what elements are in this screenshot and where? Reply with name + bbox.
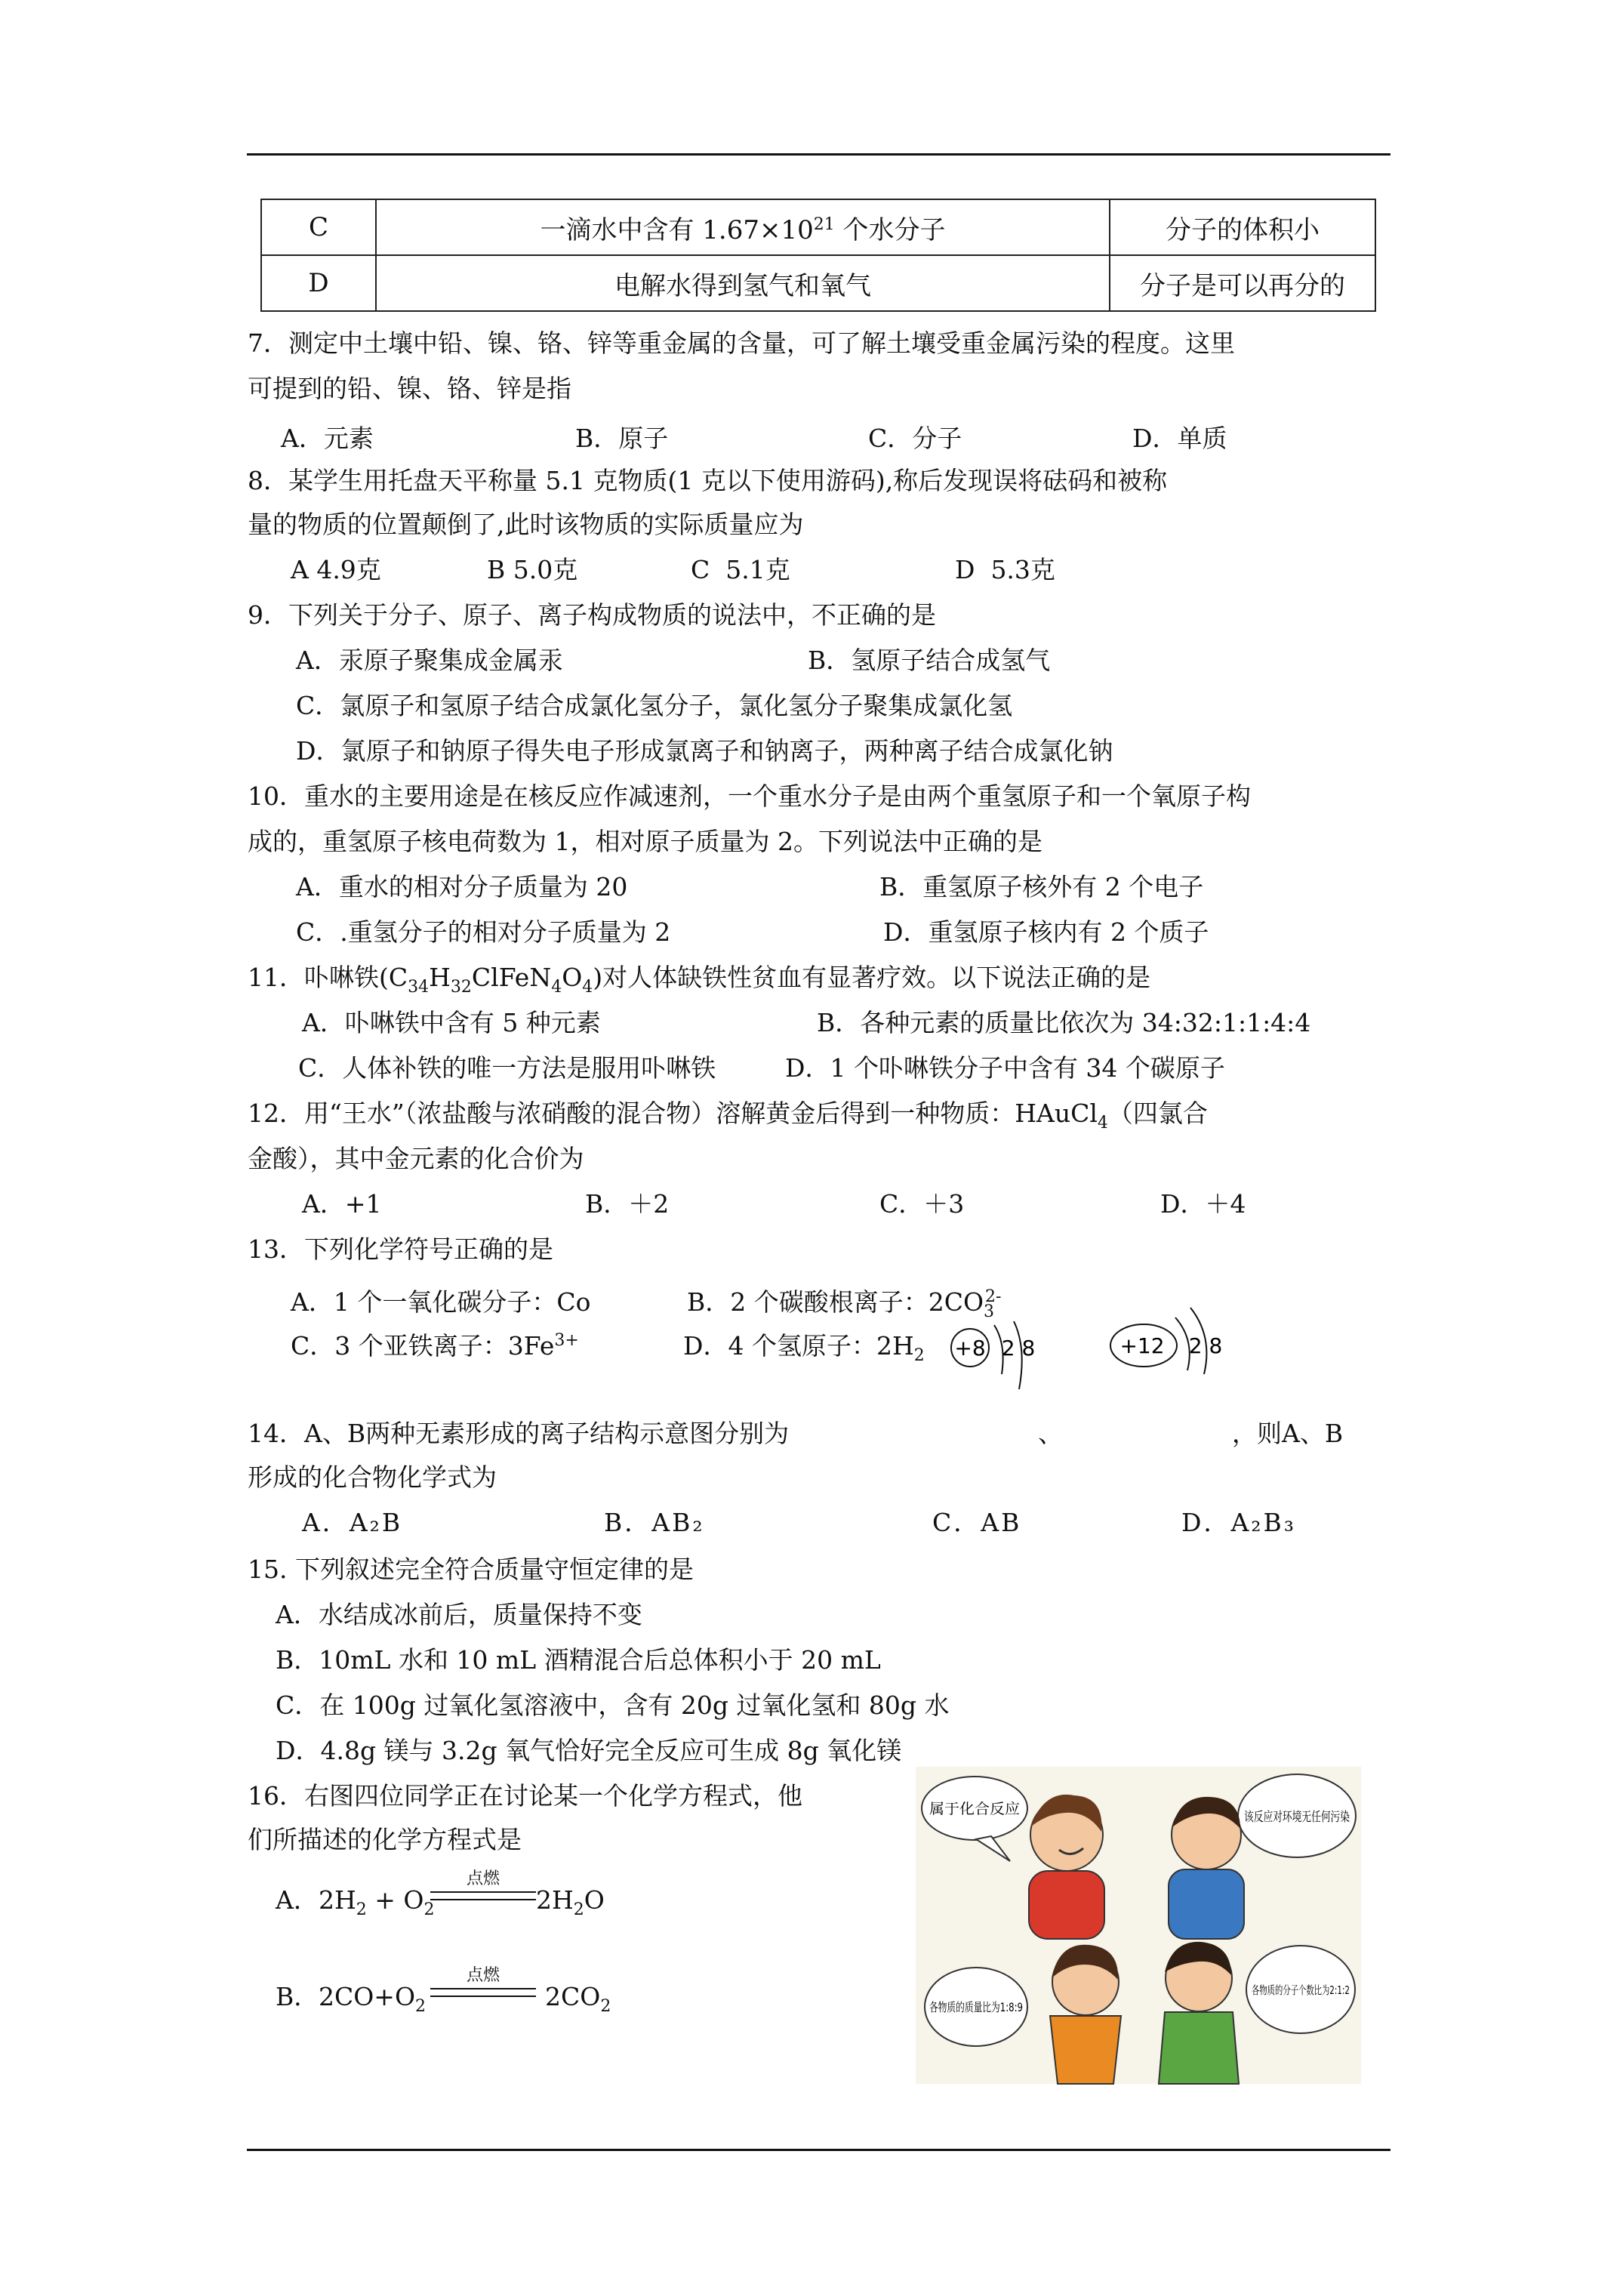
q14-option-a: A．A₂B xyxy=(302,1508,403,1537)
q7-option-c: C．分子 xyxy=(868,424,962,453)
q11-option-c: C．人体补铁的唯一方法是服用卟啉铁 xyxy=(298,1053,716,1083)
q10-stem-line2: 成的，重氢原子核电荷数为 1，相对原子质量为 2。下列说法中正确的是 xyxy=(248,827,1042,856)
q16-stem-line2: 们所描述的化学方程式是 xyxy=(248,1825,522,1854)
q16-option-a-condition: 点燃 xyxy=(466,1869,500,1888)
q11-option-d: D．1 个卟啉铁分子中含有 34 个碳原子 xyxy=(785,1053,1225,1083)
q16-option-a-arrow xyxy=(430,1891,536,1900)
table-row xyxy=(261,255,1375,311)
q14-option-c: C．AB xyxy=(932,1508,1022,1537)
speech-bubble-3 xyxy=(925,1968,1027,2046)
q16-option-b-arrow xyxy=(430,1988,536,1997)
speech-bubble-3-text: 各物质的质量比为1:8:9 xyxy=(929,2000,1023,2014)
speech-bubble-2 xyxy=(1238,1774,1356,1857)
ion-b-nucleus: +12 xyxy=(1119,1333,1165,1358)
table-row xyxy=(261,199,1375,255)
q12-option-c: C．＋3 xyxy=(879,1189,965,1219)
q7-option-b: B．原子 xyxy=(575,424,669,453)
q14-stem-line2: 形成的化合物化学式为 xyxy=(248,1462,497,1492)
top-rule xyxy=(247,153,1390,156)
speech-bubble-4 xyxy=(1246,1946,1355,2033)
q16-option-b-reactants: $2CO+O_2$ xyxy=(319,1982,427,2016)
q11-option-b: B．各种元素的质量比依次为 34:32:1:1:4:4 xyxy=(817,1008,1311,1037)
q12-option-d: D．＋4 xyxy=(1160,1189,1246,1219)
q8-option-a: A 4.9克 xyxy=(291,555,381,584)
q16-option-a-label: A． xyxy=(276,1885,319,1915)
q9-option-d: D．氯原子和钠原子得失电子形成氯离子和钠离子，两种离子结合成氯化钠 xyxy=(296,736,1113,766)
q9-option-a: A．汞原子聚集成金属汞 xyxy=(296,646,563,675)
table-cell-key: C xyxy=(261,199,376,255)
q12-option-b: B．＋2 xyxy=(585,1189,670,1219)
q15-option-a: A．水结成冰前后，质量保持不变 xyxy=(276,1600,642,1629)
q8-option-d: D 5.3克 xyxy=(955,555,1055,584)
q14-stem-line1-c: ，则A、B xyxy=(1232,1419,1344,1448)
q8-stem-line2: 量的物质的位置颠倒了,此时该物质的实际质量应为 xyxy=(248,510,804,539)
q12-stem-line2: 金酸），其中金元素的化合价为 xyxy=(248,1144,584,1173)
q8-option-b: B 5.0克 xyxy=(487,555,578,584)
speech-bubble-4-text: 各物质的分子个数比为2:1:2 xyxy=(1252,1983,1350,1997)
q10-stem-line1: 10．重水的主要用途是在核反应作减速剂，一个重水分子是由两个重氢原子和一个氧原子构 xyxy=(248,781,1251,811)
ion-a-shells: 2 8 xyxy=(1001,1336,1036,1361)
table-cell-key: D xyxy=(261,255,376,311)
q13-option-d: D．4 个氢原子：$2H_2$ xyxy=(683,1331,925,1365)
q7-stem-line2: 可提到的铅、镍、铬、锌是指 xyxy=(248,374,571,403)
students-discussion-illustration xyxy=(916,1767,1361,2084)
q16-option-b-condition: 点燃 xyxy=(466,1966,500,1985)
q15-option-c: C．在 100g 过氧化氢溶液中，含有 20g 过氧化氢和 80g 水 xyxy=(276,1690,950,1720)
speech-bubble-1-text: 属于化合反应 xyxy=(929,1801,1020,1817)
ion-b-shells: 2 8 xyxy=(1188,1333,1223,1358)
q9-option-b: B．氢原子结合成氢气 xyxy=(808,646,1051,675)
table-cell-fact: 电解水得到氢气和氧气 xyxy=(376,255,1110,311)
q7-option-a: A．元素 xyxy=(281,424,374,453)
q7-stem-line1: 7．测定中土壤中铅、镍、铬、锌等重金属的含量，可了解土壤受重金属污染的程度。这里 xyxy=(248,328,1235,358)
q16-option-b-product: $2CO_2$ xyxy=(545,1982,611,2016)
q9-option-c: C．氯原子和氢原子结合成氯化氢分子，氯化氢分子聚集成氯化氢 xyxy=(296,691,1013,720)
q9-stem: 9．下列关于分子、原子、离子构成物质的说法中，不正确的是 xyxy=(248,600,936,630)
q7-option-d: D．单质 xyxy=(1132,424,1227,453)
ion-structure-diagram-a xyxy=(947,1314,1046,1404)
q13-option-b: B．2 个碳酸根离子：$2CO_3^{2-}$ xyxy=(687,1287,1002,1321)
ion-structure-diagram-b xyxy=(1106,1299,1238,1382)
q15-option-d: D．4.8g 镁与 3.2g 氧气恰好完全反应可生成 8g 氧化镁 xyxy=(276,1736,902,1765)
q10-option-a: A．重水的相对分子质量为 20 xyxy=(296,872,628,901)
q12-option-a: A．+1 xyxy=(302,1189,382,1219)
table-cell-fact: 一滴水中含有 $1.67\times 10^{21}$ 个水分子 xyxy=(376,199,1110,255)
q10-option-b: B．重氢原子核外有 2 个电子 xyxy=(879,872,1204,901)
q14-stem-line1-b: 、 xyxy=(1038,1419,1063,1448)
q16-option-a-reactants: $2H_2 + O_2$ xyxy=(319,1885,435,1919)
q14-stem-line1-a: 14．A、B两种无素形成的离子结构示意图分别为 xyxy=(248,1419,790,1448)
q14-option-d: D．A₂B₃ xyxy=(1181,1508,1296,1537)
q13-option-a: A．1 个一氧化碳分子：Co xyxy=(291,1287,591,1317)
q13-option-c: C．3 个亚铁离子：$3Fe^{3+}$ xyxy=(291,1331,579,1361)
q16-option-b-label: B． xyxy=(276,1982,319,2011)
q15-option-b: B．10mL 水和 10 mL 酒精混合后总体积小于 20 mL xyxy=(276,1645,881,1675)
q14-option-b: B．AB₂ xyxy=(604,1508,705,1537)
speech-bubble-2-text: 该反应对环境无任何污染 xyxy=(1244,1810,1350,1825)
table-cell-explain: 分子的体积小 xyxy=(1110,199,1375,255)
student-figure-4 xyxy=(1159,1942,1239,2084)
question6-table xyxy=(260,199,1376,312)
q11-option-a: A．卟啉铁中含有 5 种元素 xyxy=(302,1008,601,1037)
q10-option-d: D．重氢原子核内有 2 个质子 xyxy=(883,917,1209,947)
ion-a-nucleus: +8 xyxy=(954,1336,986,1361)
q15-stem: 15. 下列叙述完全符合质量守恒定律的是 xyxy=(248,1555,694,1584)
q8-option-c: C 5.1克 xyxy=(691,555,790,584)
q11-stem: 11．卟啉铁$(C_{34}H_{32}ClFeN_4O_4)$对人体缺铁性贫血有显著疗效。以下说法正确的是 xyxy=(248,963,1151,997)
q13-stem: 13．下列化学符号正确的是 xyxy=(248,1234,553,1264)
q10-option-c: C．.重氢分子的相对分子质量为 2 xyxy=(296,917,671,947)
q16-stem-line1: 16．右图四位同学正在讨论某一个化学方程式，他 xyxy=(248,1781,802,1811)
q12-stem-line1: 12．用“王水”（浓盐酸与浓硝酸的混合物）溶解黄金后得到一种物质：HAuCl$_4$（四氯合 xyxy=(248,1099,1208,1133)
q16-option-a-product: $2H_2O$ xyxy=(536,1885,605,1919)
table-cell-explain: 分子是可以再分的 xyxy=(1110,255,1375,311)
bottom-rule xyxy=(247,2149,1390,2151)
q8-stem-line1: 8．某学生用托盘天平称量 5.1 克物质(1 克以下使用游码),称后发现误将砝码和被称 xyxy=(248,466,1168,495)
